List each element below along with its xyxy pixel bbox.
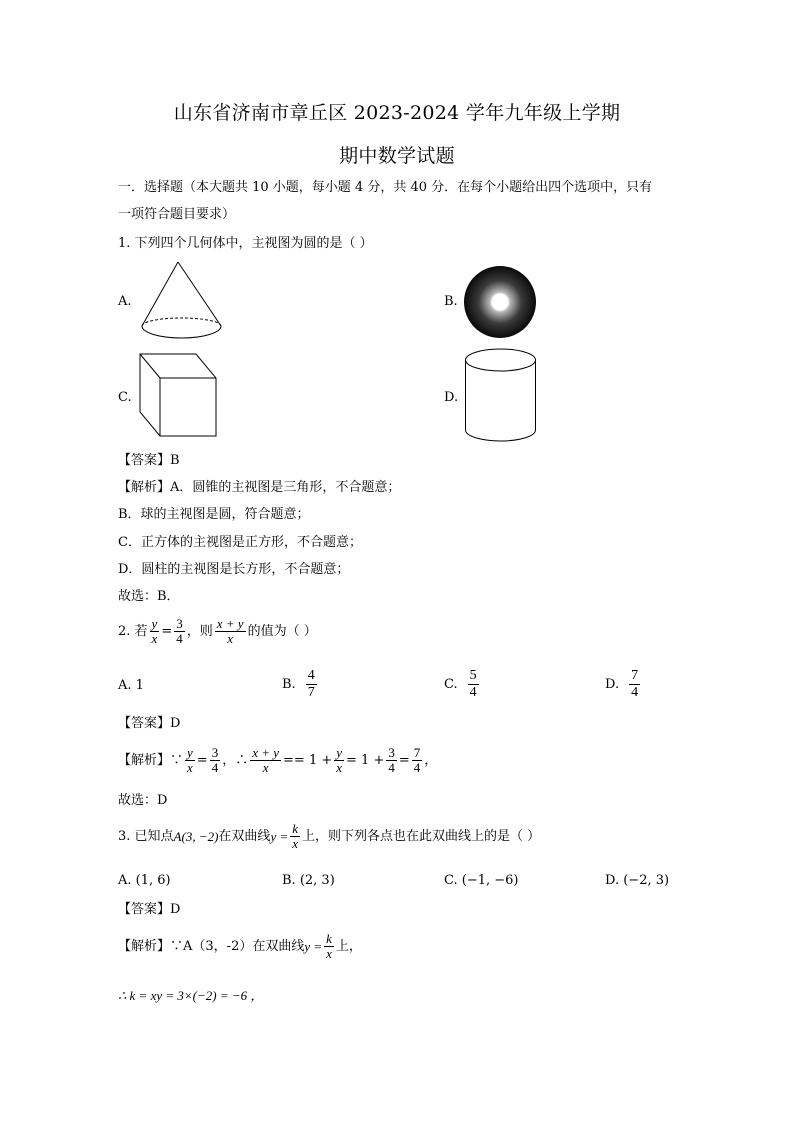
q1-option-c-label: C. (118, 390, 132, 405)
cone-figure (138, 258, 228, 342)
q1-stem: 1. 下列四个几何体中，主视图为圆的是（ ） (118, 236, 373, 251)
q1-analysis-line1: 【解析】A．圆锥的主视图是三角形，不合题意； (118, 480, 401, 495)
q1-conclusion: 故选：B． (118, 589, 180, 604)
q2-answer: 【答案】D (118, 716, 181, 731)
q2-fraction-y-over-x: $\frac{y}{x}$ (151, 616, 158, 646)
q3-option-b: B. (2, 3) (282, 873, 335, 888)
q3-option-a: A. (1, 6) (118, 873, 171, 888)
q2-conclusion: 故选：D (118, 793, 168, 808)
q3-stem: 3. 已知点 A(3, −2) 在双曲线 y = $\frac{k}{x}$ 上，则下列各点也在此双曲线上的是（ ） (118, 821, 541, 851)
q2-stem: 2. 若 $\frac{y}{x}$ = $\frac{3}{4}$ ，则 $\frac{x + y}{x}$ 的值为（ ） (118, 616, 317, 646)
q3-answer: 【答案】D (118, 902, 181, 917)
sphere-figure (462, 264, 538, 340)
document-title-line2: 期中数学试题 (339, 145, 455, 167)
q1-option-b-label: B. (444, 294, 458, 309)
q2-number: 2. 若 (118, 623, 148, 639)
q1-option-d-label: D. (444, 390, 459, 405)
q3-final-step: ∴ k = xy = 3×(−2) = −6 ， (118, 988, 264, 1003)
q1-option-a-label: A. (118, 294, 132, 309)
q1-analysis-line2: B．球的主视图是圆，符合题意； (118, 507, 310, 522)
q2-fraction-3-over-4: $\frac{3}{4}$ (176, 616, 183, 646)
q2-option-a: A. 1 (118, 678, 144, 693)
q2-option-b: B. $\frac{4}{7}$ (282, 668, 315, 700)
q3-option-d: D. (−2, 3) (605, 873, 670, 888)
q1-analysis-line4: D．圆柱的主视图是长方形，不合题意； (118, 562, 350, 577)
q2-option-d: D. $\frac{7}{4}$ (605, 668, 639, 700)
cube-figure (136, 350, 222, 440)
q3-analysis: 【解析】∵ A（3，-2）在双曲线 y = $\frac{k}{x}$ 上， (118, 931, 362, 961)
q2-option-c: C. $\frac{5}{4}$ (444, 668, 477, 700)
q2-analysis: 【解析】∵ $\frac{y}{x}$ = $\frac{3}{4}$ ，∴ $\frac{x + y}{x}$ == 1 + $\frac{y}{x}$ = 1 + $\frac{3}{4}$ = $\frac{7}{4}$ ， (118, 745, 438, 775)
q2-fraction-xy-over-x: $\frac{x + y}{x}$ (216, 616, 244, 646)
q1-analysis-line3: C．正方体的主视图是正方形，不合题意； (118, 535, 362, 550)
cylinder-figure (462, 346, 540, 444)
document-title-line1: 山东省济南市章丘区 2023-2024 学年九年级上学期 (173, 102, 621, 124)
section-heading-cont: 一项符合题目要求） (118, 207, 236, 222)
q1-answer: 【答案】B (118, 453, 180, 468)
section-heading: 一．选择题（本大题共 10 小题，每小题 4 分，共 40 分．在每个小题给出四个选项中，只有 (118, 180, 653, 195)
q3-option-c: C. (−1, −6) (444, 873, 519, 888)
